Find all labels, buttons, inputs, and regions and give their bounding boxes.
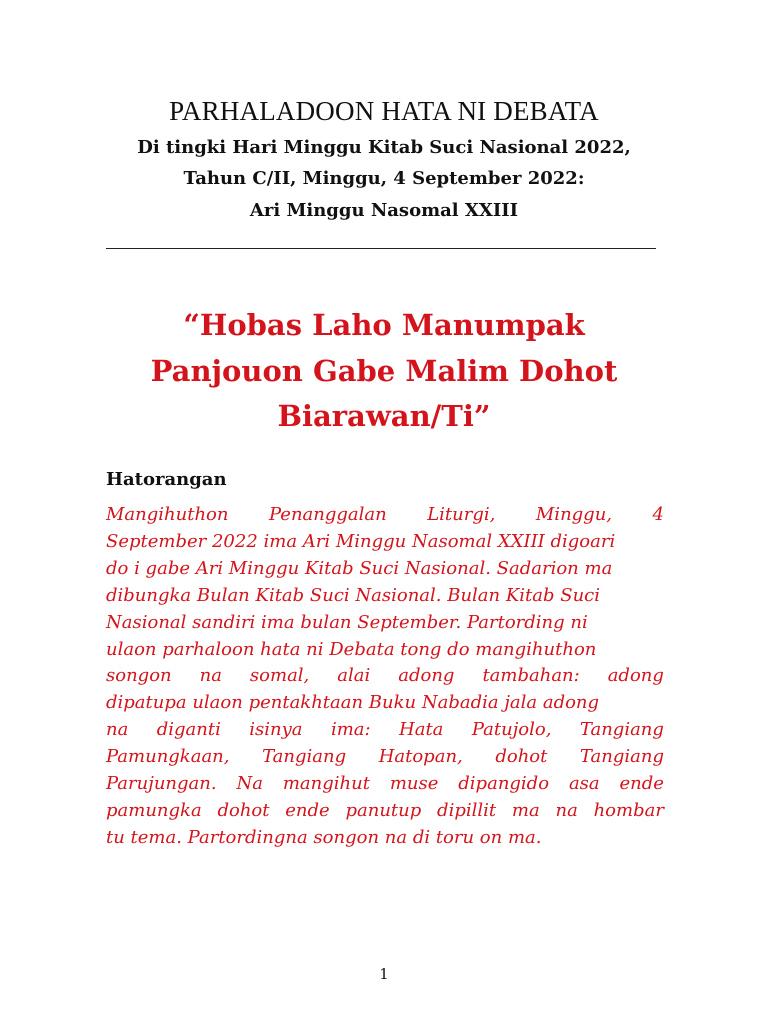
- body-line: dipatupa ulaon pentakhtaan Buku Nabadia jala adong: [106, 692, 600, 714]
- body-line: [106, 771, 664, 798]
- body-line: [106, 663, 664, 690]
- body-line: dibungka Bulan Kitab Suci Nasional. Bulan Kitab Suci: [106, 584, 601, 606]
- body-word: Pamungkaan,: [106, 746, 230, 768]
- page-number: 1: [379, 965, 389, 983]
- body-line: [106, 798, 664, 825]
- body-line: [106, 744, 664, 771]
- subtitle-line-2: Tahun C/II, Minggu, 4 September 2022:: [183, 168, 585, 189]
- body-line: September 2022 ima Ari Minggu Nasomal XXIII digoari: [106, 530, 616, 552]
- section-body: [106, 502, 664, 852]
- body-word: na: [555, 799, 578, 821]
- theme-line-3: Biarawan/Ti”: [277, 399, 491, 433]
- body-word: dipangido: [458, 773, 550, 795]
- body-line: do i gabe Ari Minggu Kitab Suci Nasional. Sadarion ma: [106, 557, 613, 579]
- body-word: 4: [652, 504, 664, 525]
- subtitle-line-1: Di tingki Hari Minggu Kitab Suci Nasional 2022,: [137, 137, 631, 158]
- body-line: ulaon parhaloon hata ni Debata tong do mangihuthon: [106, 638, 597, 660]
- body-word: Na: [236, 773, 263, 795]
- body-word: isinya: [249, 719, 303, 741]
- body-line: [106, 502, 664, 529]
- horizontal-divider: [106, 248, 656, 249]
- body-word: Penanggalan: [268, 504, 387, 525]
- body-word: tambahan:: [482, 665, 580, 687]
- body-word: Patujolo,: [471, 719, 552, 741]
- body-word: Mangihuthon: [106, 504, 229, 525]
- body-word: Hatopan,: [378, 746, 463, 768]
- body-word: asa: [568, 773, 600, 795]
- body-word: Tangiang: [262, 746, 347, 768]
- body-word: ima:: [330, 719, 371, 741]
- body-word: adong: [607, 665, 664, 687]
- body-word: dohot: [217, 799, 270, 821]
- body-word: na: [199, 665, 222, 687]
- body-word: Tangiang: [579, 719, 664, 741]
- body-word: ende: [619, 773, 664, 795]
- body-word: panutup: [345, 799, 422, 821]
- body-word: Liturgi,: [427, 504, 496, 525]
- body-word: Hata: [399, 719, 444, 741]
- body-word: ma: [511, 799, 540, 821]
- body-word: dipillit: [437, 799, 497, 821]
- body-word: muse: [389, 773, 439, 795]
- document-title: PARHALADOON HATA NI DEBATA: [169, 96, 599, 126]
- body-word: dohot: [495, 746, 548, 768]
- body-word: Minggu,: [535, 504, 613, 525]
- body-word: Tangiang: [579, 746, 664, 768]
- body-word: diganti: [156, 719, 221, 741]
- body-word: adong: [398, 665, 455, 687]
- body-word: na: [106, 719, 129, 741]
- body-line: Nasional sandiri ima bulan September. Partording ni: [106, 611, 588, 633]
- body-line: [106, 717, 664, 744]
- body-word: mangihut: [282, 773, 370, 795]
- body-word: hombar: [593, 799, 664, 821]
- body-word: songon: [106, 665, 172, 687]
- body-line: tu tema. Partordingna songon na di toru on ma.: [106, 826, 542, 848]
- subtitle-line-3: Ari Minggu Nasomal XXIII: [249, 200, 519, 221]
- section-heading: Hatorangan: [106, 469, 227, 490]
- body-word: alai: [337, 665, 371, 687]
- body-word: somal,: [249, 665, 310, 687]
- theme-line-2: Panjouon Gabe Malim Dohot: [150, 354, 618, 388]
- body-word: pamungka: [106, 799, 202, 821]
- body-word: ende: [285, 799, 330, 821]
- body-word: Parujungan.: [106, 773, 217, 795]
- theme-line-1: “Hobas Laho Manumpak: [183, 308, 585, 342]
